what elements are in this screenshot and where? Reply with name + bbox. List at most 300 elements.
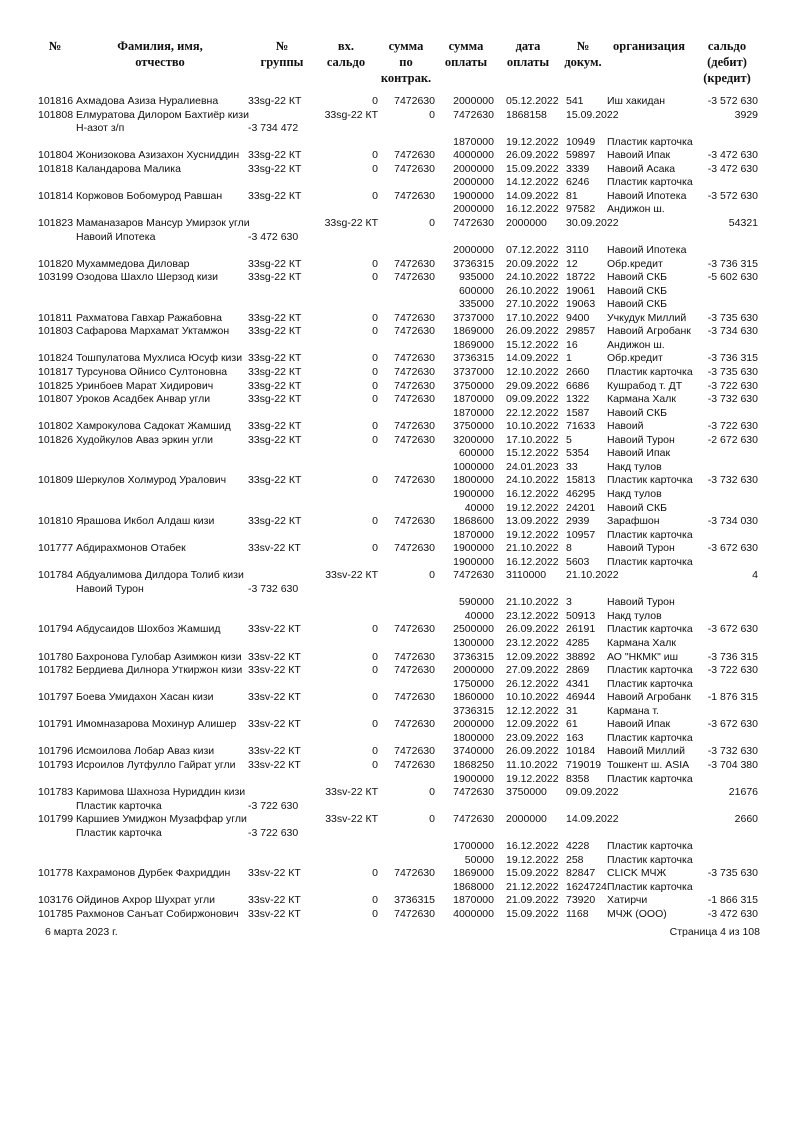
cell-doc: 46295 [566, 487, 596, 500]
cell-group: -3 732 630 [248, 582, 299, 595]
cell-org: Навоий Ипак [607, 149, 671, 162]
cell-doc: 38892 [566, 650, 596, 663]
cell-org: Пластик карточка [607, 853, 693, 866]
cell-contract: 7472630 [394, 149, 435, 162]
cell-contract: 7472630 [394, 311, 435, 324]
cell-paid: 3736315 [453, 257, 494, 270]
cell-opening: 0 [372, 393, 378, 406]
cell-balance: -5 602 630 [707, 271, 758, 284]
cell-balance: -2 672 630 [707, 433, 758, 446]
cell-opening: 0 [372, 257, 378, 270]
cell-name: Боева Умидахон Хасан кизи [76, 691, 214, 704]
cell-name: Уроков Асадбек Анвар угли [76, 393, 211, 406]
cell-id: 101803 [38, 325, 74, 338]
cell-org: Навоий Агробанк [607, 691, 691, 704]
cell-opening: 0 [372, 433, 378, 446]
cell-balance: -3 736 315 [707, 650, 758, 663]
cell-doc: 6686 [566, 379, 590, 392]
cell-date: 12.09.2022 [506, 650, 559, 663]
cell-balance: -3 472 630 [707, 908, 758, 920]
cell-date: 23.12.2022 [506, 609, 559, 622]
cell-balance: -3 722 630 [707, 379, 758, 392]
cell-balance: -3 734 630 [707, 325, 758, 338]
cell-org: CLICK МЧЖ [607, 867, 667, 880]
header-balance: сальдо (дебит) (кредит) [703, 39, 751, 85]
cell-group: 33sg-22 КТ [248, 257, 302, 270]
cell-contract: 7472630 [394, 908, 435, 920]
cell-org: Накд тулов [607, 609, 662, 622]
cell-name: Ярашова Икбол Алдаш кизи [76, 515, 215, 528]
cell-contract: 7472630 [394, 366, 435, 378]
cell-org: Пластик карточка [607, 366, 693, 378]
cell-doc: 4341 [566, 677, 590, 690]
cell-doc: 18722 [566, 271, 596, 284]
cell-name: Елмуратова Дилором Бахтиёр кизи [76, 108, 249, 121]
cell-paid: 1870000 [453, 406, 494, 419]
cell-doc: 09.09.2022 [566, 786, 619, 799]
cell-doc: 1168 [566, 908, 589, 920]
cell-group: 33sv-22 КТ [248, 758, 301, 771]
cell-balance: -3 736 315 [707, 352, 758, 365]
cell-name: Абдусаидов Шохбоз Жамшид [76, 623, 221, 636]
cell-group: 33sv-22 КТ [248, 894, 301, 907]
cell-date: 19.12.2022 [506, 528, 559, 541]
cell-opening: 0 [372, 542, 378, 555]
cell-group: 33sv-22 КТ [248, 867, 301, 880]
cell-opening: 0 [372, 758, 378, 771]
cell-name: Жонизокова Азизахон Хусниддин [76, 149, 240, 162]
cell-paid: 2000000 [453, 244, 494, 257]
cell-date: 3750000 [506, 786, 547, 799]
cell-balance: 2660 [734, 813, 758, 826]
cell-org: Кармана Халк [607, 393, 676, 406]
cell-group: -3 734 472 [248, 122, 299, 135]
cell-org: Пластик карточка [607, 176, 693, 189]
cell-date: 21.12.2022 [506, 880, 559, 893]
cell-doc: 82847 [566, 867, 596, 880]
cell-org: Пластик карточка [607, 555, 693, 568]
cell-date: 2000000 [506, 216, 547, 229]
cell-name: Исроилов Лутфулло Гайрат угли [76, 758, 236, 771]
cell-contract: 7472630 [394, 623, 435, 636]
cell-group: 33sv-22 КТ [248, 542, 301, 555]
cell-org: Пластик карточка [607, 664, 693, 677]
cell-org: Навоий Турон [607, 433, 675, 446]
cell-opening: 0 [372, 95, 378, 107]
cell-org: Навоий Миллий [607, 745, 685, 758]
cell-name: Навоий Турон [76, 582, 144, 595]
cell-group: 33sg-22 КТ [248, 366, 302, 378]
cell-contract: 7472630 [394, 352, 435, 365]
cell-contract: 0 [429, 813, 435, 826]
cell-org: Учкудук Миллий [607, 311, 687, 324]
cell-balance: -3 735 630 [707, 311, 758, 324]
cell-name: Ахмадова Азиза Нуралиевна [76, 95, 219, 107]
cell-org: Навоий Агробанк [607, 325, 691, 338]
cell-paid: 2500000 [453, 623, 494, 636]
cell-org: Пластик карточка [607, 474, 693, 487]
cell-name: Пластик карточка [76, 826, 162, 839]
cell-doc: 24201 [566, 501, 596, 514]
cell-doc: 61 [566, 718, 578, 731]
cell-id: 101791 [38, 718, 74, 731]
cell-date: 26.09.2022 [506, 623, 559, 636]
cell-org: Обр.кредит [607, 257, 663, 270]
cell-id: 101780 [38, 650, 74, 663]
cell-id: 101816 [38, 95, 74, 107]
cell-balance: -3 672 630 [707, 718, 758, 731]
cell-opening: 0 [372, 162, 378, 175]
cell-org: Навоий Ипотека [607, 189, 687, 202]
cell-balance: -3 732 630 [707, 393, 758, 406]
cell-org: Кармана Халк [607, 637, 676, 649]
cell-org: Навоий СКБ [607, 501, 667, 514]
cell-contract: 7472630 [394, 515, 435, 528]
cell-paid: 3736315 [453, 650, 494, 663]
cell-balance: -3 734 030 [707, 515, 758, 528]
cell-opening: 33sv-22 КТ [325, 569, 378, 582]
footer-page: Страница 4 из 108 [669, 926, 760, 938]
cell-paid: 2000000 [453, 162, 494, 175]
cell-date: 15.09.2022 [506, 162, 559, 175]
header-num: № [48, 39, 62, 53]
cell-doc: 3339 [566, 162, 590, 175]
cell-org: Обр.кредит [607, 352, 663, 365]
cell-org: Навоий Ипотека [607, 244, 687, 257]
cell-id: 101826 [38, 433, 74, 446]
cell-name: Кахрамонов Дурбек Фахриддин [76, 867, 231, 880]
cell-opening: 0 [372, 420, 378, 433]
cell-date: 26.09.2022 [506, 325, 559, 338]
cell-opening: 33sg-22 КТ [324, 108, 378, 121]
cell-paid: 1870000 [453, 894, 494, 907]
cell-group: 33sg-22 КТ [248, 162, 302, 175]
cell-doc: 1322 [566, 393, 590, 406]
cell-paid: 7472630 [453, 569, 494, 582]
cell-date: 14.09.2022 [506, 352, 559, 365]
cell-contract: 0 [429, 108, 435, 121]
cell-balance: 4 [752, 569, 758, 582]
cell-group: 33sv-22 КТ [248, 745, 301, 758]
cell-paid: 600000 [458, 447, 494, 460]
cell-group: 33sg-22 КТ [248, 95, 302, 107]
cell-org: Пластик карточка [607, 880, 693, 893]
cell-name: Маманазаров Мансур Умирзок угли [76, 216, 250, 229]
cell-org: Хатирчи [607, 894, 648, 907]
cell-date: 15.09.2022 [506, 908, 559, 920]
cell-doc: 26191 [566, 623, 596, 636]
cell-id: 101778 [38, 867, 74, 880]
cell-balance: 54321 [728, 216, 758, 229]
cell-date: 09.09.2022 [506, 393, 559, 406]
cell-contract: 7472630 [394, 474, 435, 487]
cell-doc: 71633 [566, 420, 596, 433]
cell-doc: 50913 [566, 609, 596, 622]
cell-id: 101823 [38, 216, 74, 229]
cell-doc: 2869 [566, 664, 590, 677]
cell-paid: 50000 [464, 853, 494, 866]
cell-org: Тошкент ш. ASIA [607, 758, 690, 771]
cell-name: Каршиев Умиджон Музаффар угли [76, 813, 247, 826]
cell-balance: -1 876 315 [707, 691, 758, 704]
cell-group: 33sg-22 КТ [248, 379, 302, 392]
cell-id: 101825 [38, 379, 74, 392]
cell-balance: -3 472 630 [707, 162, 758, 175]
cell-paid: 1869000 [453, 867, 494, 880]
cell-paid: 3736315 [453, 704, 494, 717]
cell-balance: -3 672 630 [707, 623, 758, 636]
cell-org: Пластик карточка [607, 772, 693, 785]
cell-group: 33sg-22 КТ [248, 393, 302, 406]
cell-doc: 10957 [566, 528, 596, 541]
cell-balance: -3 722 630 [707, 420, 758, 433]
cell-date: 05.12.2022 [506, 95, 559, 107]
header-doc: № докум. [564, 39, 602, 69]
cell-date: 15.12.2022 [506, 338, 559, 351]
cell-date: 17.10.2022 [506, 311, 559, 324]
cell-contract: 7472630 [394, 758, 435, 771]
cell-doc: 14.09.2022 [566, 813, 619, 826]
cell-id: 101817 [38, 366, 74, 378]
cell-doc: 3 [566, 596, 572, 609]
cell-date: 26.12.2022 [506, 677, 559, 690]
cell-paid: 1700000 [453, 840, 494, 853]
cell-group: 33sv-22 КТ [248, 908, 301, 920]
cell-date: 16.12.2022 [506, 203, 559, 216]
cell-doc: 10184 [566, 745, 596, 758]
cell-doc: 6246 [566, 176, 590, 189]
cell-balance: 3929 [734, 108, 758, 121]
cell-doc: 8358 [566, 772, 590, 785]
cell-group: 33sg-22 КТ [248, 149, 302, 162]
cell-name: Тошпулатова Мухлиса Юсуф кизи [76, 352, 243, 365]
cell-contract: 7472630 [394, 420, 435, 433]
cell-date: 19.12.2022 [506, 135, 559, 148]
cell-opening: 0 [372, 623, 378, 636]
cell-name: Пластик карточка [76, 799, 162, 812]
cell-paid: 1000000 [453, 460, 494, 473]
cell-doc: 1624724 [566, 880, 607, 893]
cell-id: 101785 [38, 908, 74, 920]
cell-name: Исмоилова Лобар Аваз кизи [76, 745, 215, 758]
cell-doc: 541 [566, 95, 584, 107]
cell-balance: -3 735 630 [707, 366, 758, 378]
cell-org: Накд тулов [607, 460, 662, 473]
cell-name: Бахронова Гулобар Азимжон кизи [76, 650, 242, 663]
cell-name: Абдирахмонов Отабек [76, 542, 186, 555]
cell-paid: 1900000 [453, 487, 494, 500]
header-org: организация [613, 39, 685, 53]
cell-opening: 0 [372, 149, 378, 162]
cell-paid: 1750000 [453, 677, 494, 690]
cell-org: Навоий СКБ [607, 284, 667, 297]
cell-doc: 163 [566, 731, 584, 744]
cell-paid: 935000 [458, 271, 494, 284]
cell-date: 15.12.2022 [506, 447, 559, 460]
cell-id: 101784 [38, 569, 74, 582]
cell-doc: 5354 [566, 447, 590, 460]
cell-name: Озодова Шахло Шерзод кизи [76, 271, 219, 284]
cell-date: 21.10.2022 [506, 542, 559, 555]
cell-org: Пластик карточка [607, 731, 693, 744]
cell-date: 1868158 [506, 108, 547, 121]
cell-contract: 7472630 [394, 745, 435, 758]
cell-doc: 1587 [566, 406, 590, 419]
cell-opening: 0 [372, 271, 378, 284]
cell-date: 23.12.2022 [506, 637, 559, 649]
cell-doc: 73920 [566, 894, 596, 907]
cell-org: Андижон ш. [607, 203, 665, 216]
cell-org: Навоий Турон [607, 596, 675, 609]
cell-org: Зарафшон [607, 515, 660, 528]
cell-paid: 1868000 [453, 880, 494, 893]
cell-doc: 10949 [566, 135, 596, 148]
cell-name: Уринбоев Марат Хидирович [76, 379, 214, 392]
cell-opening: 0 [372, 515, 378, 528]
cell-doc: 719019 [566, 758, 602, 771]
cell-doc: 97582 [566, 203, 596, 216]
cell-paid: 7472630 [453, 786, 494, 799]
cell-paid: 600000 [458, 284, 494, 297]
cell-doc: 12 [566, 257, 578, 270]
cell-opening: 0 [372, 691, 378, 704]
cell-name: Ойдинов Ахрор Шухрат угли [76, 894, 215, 907]
cell-date: 11.10.2022 [506, 758, 558, 771]
cell-name: Сафарова Мархамат Уктамжон [76, 325, 230, 338]
cell-date: 15.09.2022 [506, 867, 559, 880]
cell-doc: 2939 [566, 515, 590, 528]
cell-name: Каримова Шахноза Нуриддин кизи [76, 786, 246, 799]
cell-balance: -3 732 630 [707, 474, 758, 487]
cell-contract: 7472630 [394, 867, 435, 880]
header-group: № группы [260, 39, 304, 69]
cell-paid: 1800000 [453, 731, 494, 744]
cell-opening: 0 [372, 474, 378, 487]
cell-name: Рахмонов Санъат Собиржонович [76, 908, 239, 920]
cell-doc: 1 [566, 352, 572, 365]
cell-name: Турсунова Ойнисо Султоновна [76, 366, 228, 378]
header-paid: сумма оплаты [444, 39, 488, 69]
cell-name: Абдуалимова Дилдора Толиб кизи [76, 569, 244, 582]
cell-contract: 0 [429, 786, 435, 799]
cell-org: АО "НКМК" иш [607, 650, 679, 663]
cell-contract: 3736315 [394, 894, 435, 907]
cell-paid: 3737000 [453, 311, 494, 324]
cell-contract: 7472630 [394, 257, 435, 270]
cell-id: 101782 [38, 664, 74, 677]
cell-org: Навоий Ипак [607, 718, 671, 731]
cell-group: 33sv-22 КТ [248, 718, 301, 731]
cell-date: 21.10.2022 [506, 596, 559, 609]
cell-doc: 3110 [566, 244, 589, 257]
cell-date: 14.09.2022 [506, 189, 559, 202]
cell-paid: 1860000 [453, 691, 494, 704]
cell-doc: 19061 [566, 284, 596, 297]
cell-group: 33sg-22 КТ [248, 311, 302, 324]
cell-id: 101824 [38, 352, 74, 365]
cell-contract: 7472630 [394, 542, 435, 555]
cell-opening: 33sv-22 КТ [325, 786, 378, 799]
cell-balance: -3 736 315 [707, 257, 758, 270]
cell-group: 33sg-22 КТ [248, 271, 302, 284]
cell-id: 101814 [38, 189, 74, 202]
cell-date: 13.09.2022 [506, 515, 559, 528]
cell-paid: 4000000 [453, 908, 494, 920]
cell-date: 19.12.2022 [506, 772, 559, 785]
cell-date: 23.09.2022 [506, 731, 559, 744]
cell-opening: 0 [372, 379, 378, 392]
cell-id: 103199 [38, 271, 74, 284]
cell-contract: 7472630 [394, 664, 435, 677]
cell-doc: 258 [566, 853, 584, 866]
cell-opening: 0 [372, 650, 378, 663]
cell-opening: 0 [372, 366, 378, 378]
cell-doc: 9400 [566, 311, 590, 324]
cell-name: Коржовов Бобомурод Равшан [76, 189, 223, 202]
cell-paid: 2000000 [453, 718, 494, 731]
cell-paid: 590000 [458, 596, 494, 609]
cell-org: Пластик карточка [607, 528, 693, 541]
cell-contract: 7472630 [394, 433, 435, 446]
cell-name: Мухаммедова Диловар [76, 257, 190, 270]
cell-paid: 3737000 [453, 366, 494, 378]
cell-opening: 0 [372, 894, 378, 907]
cell-doc: 16 [566, 338, 578, 351]
cell-id: 101804 [38, 149, 74, 162]
cell-name: Шеркулов Холмурод Уралович [76, 474, 227, 487]
cell-date: 24.10.2022 [506, 474, 559, 487]
cell-org: Пластик карточка [607, 623, 693, 636]
cell-org: Пластик карточка [607, 840, 693, 853]
cell-paid: 1869000 [453, 325, 494, 338]
cell-name: Навоий Ипотека [76, 230, 156, 243]
cell-paid: 3200000 [453, 433, 494, 446]
cell-paid: 1870000 [453, 528, 494, 541]
cell-paid: 1800000 [453, 474, 494, 487]
cell-contract: 7472630 [394, 95, 435, 107]
cell-paid: 3736315 [453, 352, 494, 365]
cell-balance: -3 572 630 [707, 189, 758, 202]
cell-name: Хамрокулова Садокат Жамшид [76, 420, 231, 433]
cell-doc: 2660 [566, 366, 590, 378]
cell-doc: 21.10.2022 [566, 569, 619, 582]
cell-date: 12.09.2022 [506, 718, 559, 731]
cell-date: 10.10.2022 [506, 420, 559, 433]
cell-group: 33sg-22 КТ [248, 189, 302, 202]
cell-paid: 1300000 [453, 637, 494, 649]
cell-paid: 1869000 [453, 338, 494, 351]
cell-balance: -3 735 630 [707, 867, 758, 880]
cell-paid: 40000 [464, 609, 494, 622]
cell-group: 33sg-22 КТ [248, 420, 302, 433]
cell-paid: 1900000 [453, 542, 494, 555]
cell-date: 24.01.2023 [506, 460, 559, 473]
cell-id: 101802 [38, 420, 74, 433]
cell-name: Рахматова Гавхар Ражабовна [76, 311, 222, 324]
cell-date: 3110000 [506, 569, 547, 582]
cell-date: 12.10.2022 [506, 366, 559, 378]
cell-id: 101794 [38, 623, 74, 636]
cell-group: 33sg-22 КТ [248, 433, 302, 446]
cell-date: 16.12.2022 [506, 487, 559, 500]
cell-date: 21.09.2022 [506, 894, 559, 907]
cell-paid: 1868600 [453, 515, 494, 528]
cell-name: Худойкулов Аваз эркин угли [76, 433, 213, 446]
cell-doc: 29857 [566, 325, 596, 338]
cell-date: 26.10.2022 [506, 284, 559, 297]
cell-paid: 4000000 [453, 149, 494, 162]
cell-opening: 0 [372, 352, 378, 365]
